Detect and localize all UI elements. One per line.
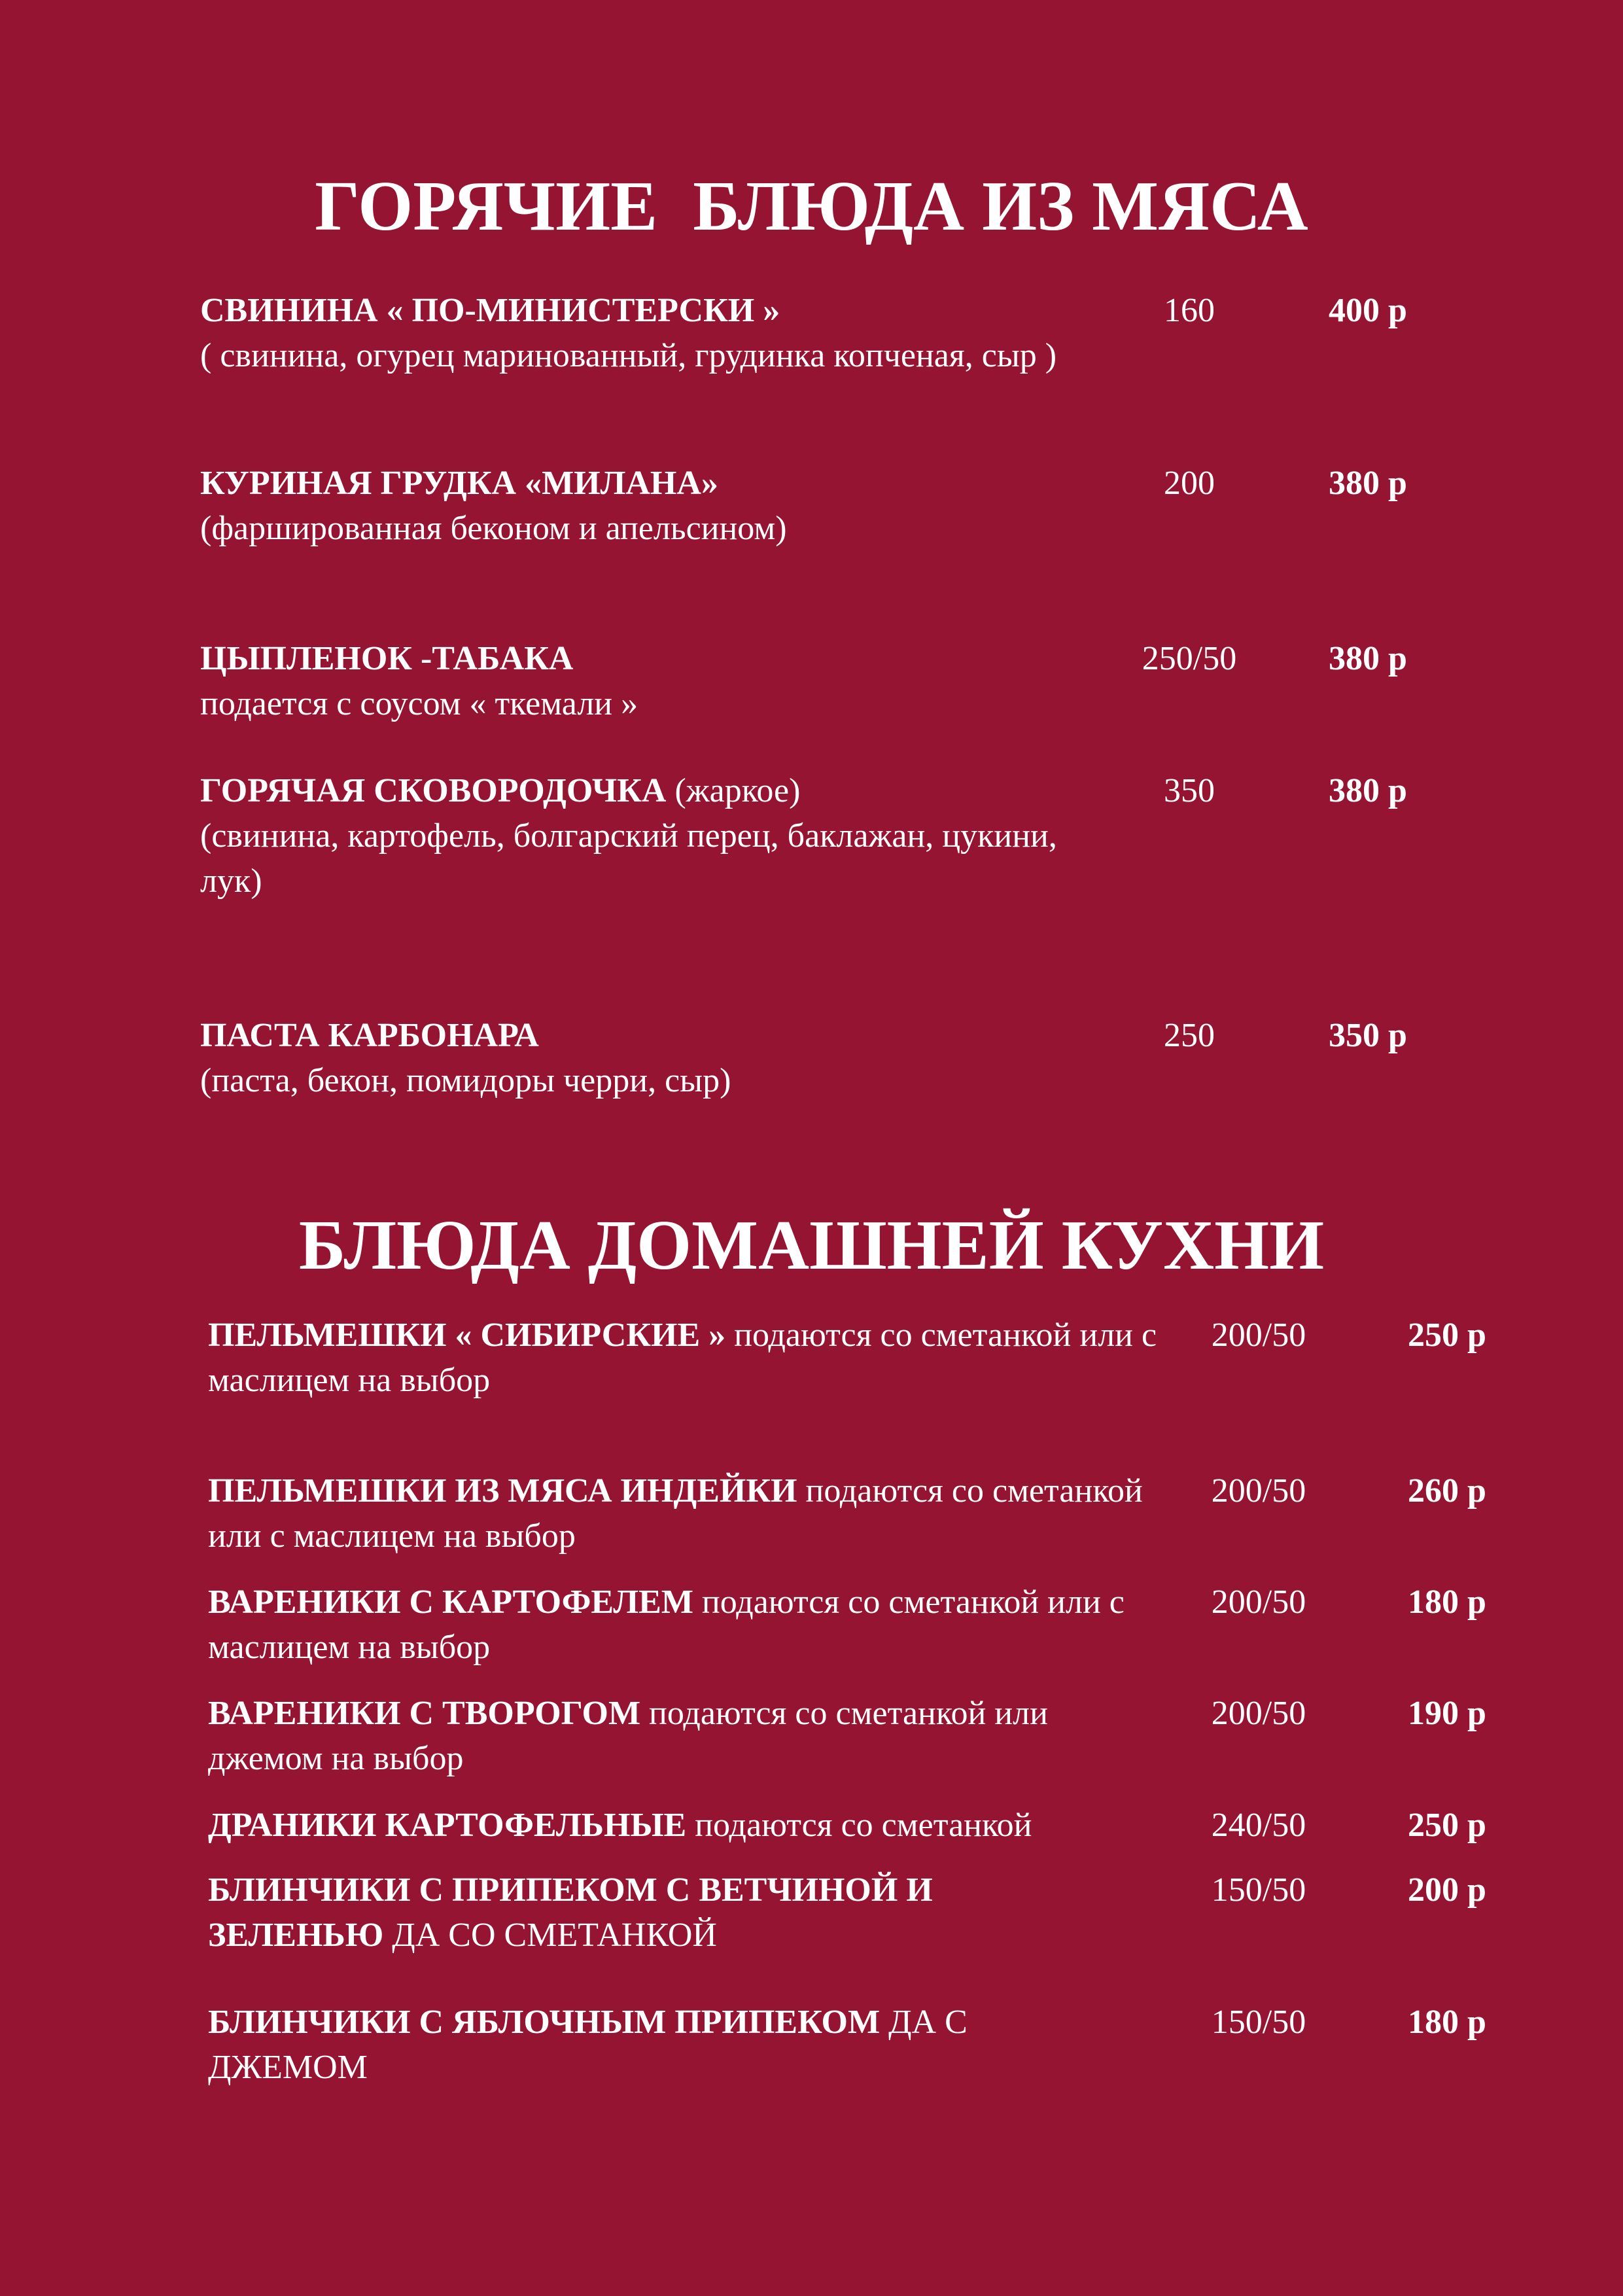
item-weight: 240/50 [1211,1807,1306,1844]
item-price: 190 р [1408,1695,1486,1732]
item-weight: 200/50 [1211,1583,1306,1621]
item-weight: 250/50 [1142,640,1237,677]
item-weight: 200 [1164,465,1215,502]
item-name: ПАСТА КАРБОНАРА [200,1017,539,1054]
item-price: 350 р [1329,1017,1407,1054]
item-description [208,1691,1163,1781]
item-weight: 200/50 [1211,1316,1306,1354]
item-price: 180 р [1408,2004,1486,2041]
item-note: ДА СО СМЕТАНКОЙ [383,1916,717,1954]
item-subtitle: (фаршированная беконом и апельсином) [200,510,787,547]
item-subtitle: (свинина, картофель, болгарский перец, баклажан, цукини, лук) [200,817,1057,900]
item-weight: 200/50 [1211,1695,1306,1732]
section-title-home-cooking: БЛЮДА ДОМАШНЕЙ КУХНИ [298,1207,1325,1284]
item-note: (жаркое) [666,772,801,809]
item-name: БЛИНЧИКИ С ПРИПЕКОМ С ВЕТЧИНОЙ И ЗЕЛЕНЬЮ [208,1871,933,1954]
item-price: 380 р [1329,465,1407,502]
item-name: ПЕЛЬМЕШКИ ИЗ МЯСА ИНДЕЙКИ [208,1472,797,1510]
item-price: 400 р [1329,292,1407,329]
item-description [200,461,1109,551]
item-name: ДРАНИКИ КАРТОФЕЛЬНЫЕ [208,1807,687,1844]
item-price: 200 р [1408,1871,1486,1909]
item-weight: 200/50 [1211,1472,1306,1510]
item-name: ЦЫПЛЕНОК -ТАБАКА [200,640,574,677]
item-note: подаются со сметанкой или с маслицем на выбор [208,1316,1157,1399]
item-description [200,636,1109,726]
item-description [200,768,1109,904]
item-price: 250 р [1408,1807,1486,1844]
item-description [208,1580,1163,1670]
item-price: 260 р [1408,1472,1486,1510]
item-weight: 350 [1164,772,1215,809]
item-subtitle: ( свинина, огурец маринованный, грудинка копченая, сыр ) [200,337,1057,374]
item-description [208,1803,1163,1848]
item-name: БЛИНЧИКИ С ЯБЛОЧНЫМ ПРИПЕКОМ [208,2004,881,2041]
item-price: 380 р [1329,640,1407,677]
item-weight: 250 [1164,1017,1215,1054]
item-price: 180 р [1408,1583,1486,1621]
item-name: ГОРЯЧАЯ СКОВОРОДОЧКА [200,772,667,809]
item-note: подаются со сметанкой [686,1807,1032,1844]
item-description [200,1013,1109,1103]
item-weight: 160 [1164,292,1215,329]
item-name: КУРИНАЯ ГРУДКА «МИЛАНА» [200,465,718,502]
item-name: ВАРЕНИКИ С КАРТОФЕЛЕМ [208,1583,693,1621]
item-description [200,288,1109,378]
item-note: подаются со сметанкой или джемом на выбор [208,1695,1048,1777]
item-description [208,1313,1163,1403]
item-description [208,1468,1163,1559]
item-subtitle: подается с соусом « ткемали » [200,685,638,722]
item-price: 380 р [1329,772,1407,809]
item-note: ДА С ДЖЕМОМ [208,2004,968,2086]
item-name: ВАРЕНИКИ С ТВОРОГОМ [208,1695,641,1732]
section-title-hot-meat: ГОРЯЧИЕ БЛЮДА ИЗ МЯСА [315,168,1308,245]
item-description [208,1867,1098,1958]
item-note: подаются со сметанкой или с маслицем на выбор [208,1583,1125,1666]
item-weight: 150/50 [1211,1871,1306,1909]
item-price: 250 р [1408,1316,1486,1354]
item-note: подаются со сметанкой или с маслицем на выбор [208,1472,1143,1555]
item-weight: 150/50 [1211,2004,1306,2041]
item-subtitle: (паста, бекон, помидоры черри, сыр) [200,1062,731,1099]
item-name: СВИНИНА « ПО-МИНИСТЕРСКИ » [200,292,780,329]
item-description [208,2000,1098,2090]
item-name: ПЕЛЬМЕШКИ « СИБИРСКИЕ » [208,1316,726,1354]
